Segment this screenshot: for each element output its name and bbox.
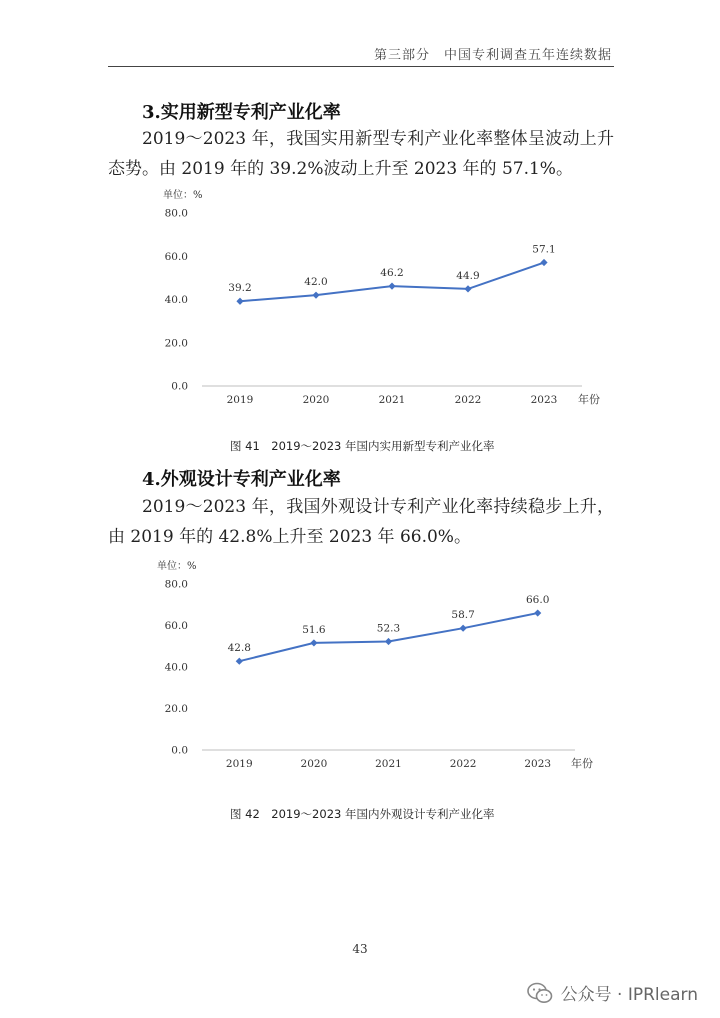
y-tick-label: 20.0 xyxy=(164,703,188,715)
running-header: 第三部分 中国专利调查五年连续数据 xyxy=(373,48,612,63)
data-label: 42.8 xyxy=(227,642,251,655)
data-point xyxy=(540,259,547,266)
unit-label: 单位：% xyxy=(157,561,197,572)
data-label: 44.9 xyxy=(456,269,480,282)
unit-label: 单位：% xyxy=(163,190,203,201)
data-point xyxy=(464,285,471,292)
data-label: 42.0 xyxy=(304,276,328,289)
x-tick-label: 2021 xyxy=(378,394,406,406)
data-label: 51.6 xyxy=(302,623,326,636)
data-point xyxy=(236,658,243,665)
section-4-paragraph: 2019～2023 年，我国外观设计专利产业化率持续稳步上升，由 2019 年的 42.8%上升至 2023 年 66.0%。 xyxy=(108,497,614,547)
page-number: 43 xyxy=(352,942,368,956)
x-tick-label: 2020 xyxy=(302,394,330,406)
data-point xyxy=(460,625,467,632)
chart-utility-model-rate xyxy=(0,180,720,460)
watermark-text: 公众号 · IPRlearn xyxy=(560,985,698,1005)
y-tick-label: 80.0 xyxy=(164,578,188,591)
y-tick-label: 80.0 xyxy=(164,207,188,220)
x-tick-label: 2021 xyxy=(375,758,402,770)
y-tick-label: 60.0 xyxy=(164,620,188,632)
data-label: 66.0 xyxy=(526,594,550,607)
data-point xyxy=(312,292,319,299)
data-point xyxy=(388,282,395,289)
data-point xyxy=(385,638,392,645)
y-tick-label: 20.0 xyxy=(164,337,188,350)
x-axis-label: 年份 xyxy=(571,757,593,770)
y-tick-label: 0.0 xyxy=(171,744,188,757)
y-tick-label: 60.0 xyxy=(164,250,188,263)
x-tick-label: 2023 xyxy=(524,758,552,770)
section-4-heading: 4.外观设计专利产业化率 xyxy=(142,469,341,490)
wechat-icon xyxy=(527,982,553,1004)
data-point xyxy=(310,639,317,646)
x-axis-label: 年份 xyxy=(578,393,600,406)
x-tick-label: 2022 xyxy=(449,758,477,770)
y-tick-label: 0.0 xyxy=(171,380,188,393)
x-tick-label: 2019 xyxy=(225,758,253,770)
data-label: 52.3 xyxy=(376,622,401,635)
x-tick-label: 2022 xyxy=(454,394,482,406)
y-tick-label: 40.0 xyxy=(164,294,188,306)
data-label: 46.2 xyxy=(380,267,404,280)
chart-design-patent-rate xyxy=(0,550,720,830)
header-rule xyxy=(108,66,614,67)
data-point xyxy=(236,298,243,305)
section-3-heading: 3.实用新型专利产业化率 xyxy=(142,102,341,123)
y-tick-label: 40.0 xyxy=(164,661,188,674)
figure-42-caption: 图 42 2019～2023 年国内外观设计专利产业化率 xyxy=(230,807,495,821)
figure-41-caption: 图 41 2019～2023 年国内实用新型专利产业化率 xyxy=(230,439,495,453)
watermark xyxy=(527,980,698,1005)
x-tick-label: 2023 xyxy=(530,394,558,406)
x-tick-label: 2019 xyxy=(226,394,254,406)
data-point xyxy=(534,609,541,616)
data-label: 58.7 xyxy=(451,609,475,622)
data-label: 57.1 xyxy=(532,243,556,256)
x-tick-label: 2020 xyxy=(300,758,328,770)
section-3-paragraph: 2019～2023 年，我国实用新型专利产业化率整体呈波动上升态势。由 2019 年的 39.2%波动上升至 2023 年的 57.1%。 xyxy=(108,129,614,179)
data-label: 39.2 xyxy=(228,282,252,295)
series-line xyxy=(239,613,537,661)
